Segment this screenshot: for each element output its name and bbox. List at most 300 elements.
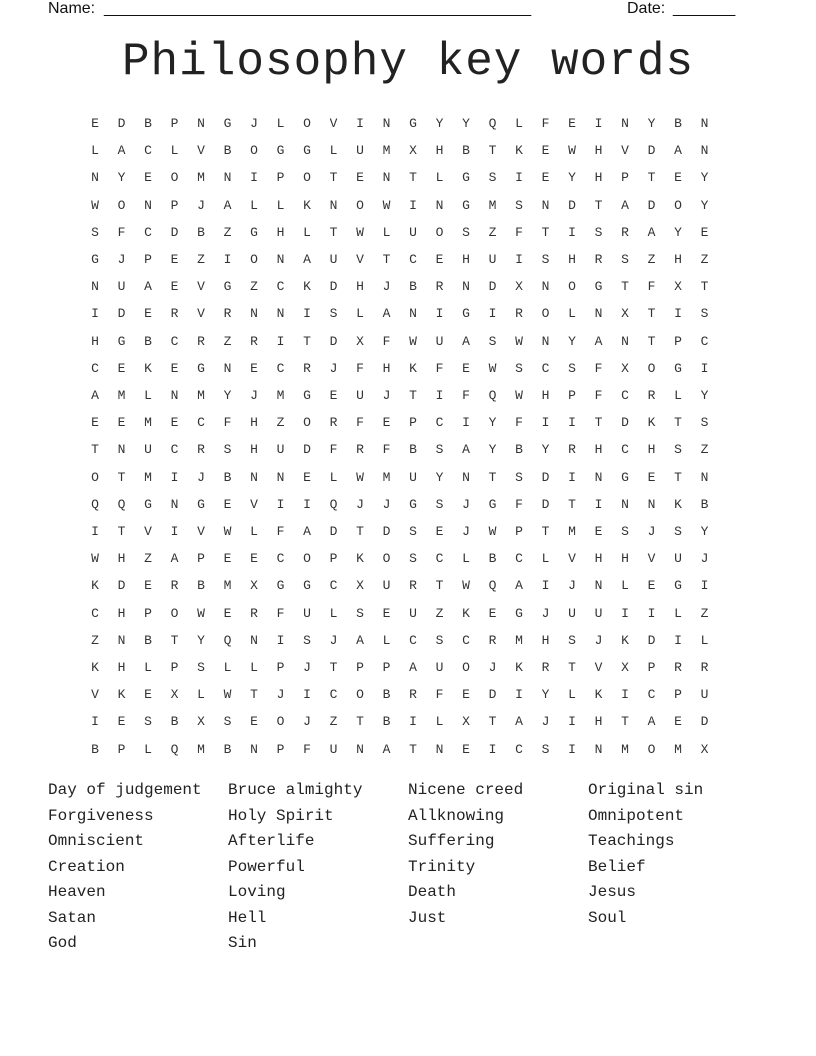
grid-letter[interactable]: N	[91, 170, 99, 186]
grid-letter[interactable]: L	[170, 143, 179, 159]
grid-letter[interactable]: A	[382, 306, 391, 322]
grid-letter[interactable]: U	[276, 442, 285, 458]
grid-letter[interactable]: D	[647, 197, 656, 213]
grid-letter[interactable]: J	[303, 714, 311, 730]
grid-letter[interactable]: N	[647, 496, 656, 512]
grid-letter[interactable]: W	[197, 605, 205, 621]
grid-letter[interactable]: Z	[223, 224, 232, 240]
grid-letter[interactable]: U	[700, 687, 709, 703]
grid-letter[interactable]: S	[303, 632, 311, 648]
grid-letter[interactable]: Y	[568, 170, 576, 186]
grid-letter[interactable]: I	[250, 170, 258, 186]
grid-letter[interactable]: J	[700, 551, 709, 567]
grid-letter[interactable]: M	[488, 197, 497, 213]
grid-letter[interactable]: D	[117, 306, 126, 322]
grid-letter[interactable]: L	[515, 116, 523, 131]
grid-letter[interactable]: C	[409, 632, 417, 648]
grid-letter[interactable]: U	[117, 279, 126, 295]
grid-letter[interactable]: J	[250, 116, 258, 131]
grid-letter[interactable]: D	[621, 415, 629, 431]
grid-letter[interactable]: H	[91, 333, 99, 349]
grid-letter[interactable]: E	[541, 170, 550, 186]
grid-letter[interactable]: O	[568, 279, 576, 295]
grid-letter[interactable]: S	[435, 496, 444, 512]
grid-letter[interactable]: P	[515, 524, 523, 539]
grid-letter[interactable]: A	[515, 578, 523, 594]
grid-letter[interactable]: G	[276, 143, 285, 159]
grid-letter[interactable]: H	[568, 252, 576, 267]
grid-letter[interactable]: N	[700, 469, 709, 485]
grid-letter[interactable]: N	[117, 632, 126, 648]
grid-letter[interactable]: I	[303, 496, 311, 512]
grid-letter[interactable]: T	[647, 306, 656, 322]
grid-letter[interactable]: F	[276, 605, 285, 621]
grid-letter[interactable]: E	[223, 605, 232, 621]
grid-letter[interactable]: P	[117, 741, 126, 757]
grid-letter[interactable]: F	[382, 333, 391, 349]
grid-letter[interactable]: T	[621, 714, 629, 730]
grid-letter[interactable]: X	[356, 333, 364, 349]
grid-letter[interactable]: V	[621, 143, 629, 159]
grid-letter[interactable]: E	[91, 415, 99, 431]
grid-letter[interactable]: W	[568, 143, 576, 159]
grid-letter[interactable]: L	[435, 714, 444, 730]
grid-letter[interactable]: C	[91, 360, 99, 376]
grid-letter[interactable]: T	[435, 578, 444, 594]
grid-letter[interactable]: F	[647, 279, 656, 295]
grid-letter[interactable]: B	[674, 116, 682, 131]
grid-letter[interactable]: K	[409, 360, 417, 376]
grid-letter[interactable]: E	[250, 360, 258, 376]
grid-letter[interactable]: O	[170, 605, 179, 621]
grid-letter[interactable]: S	[223, 442, 232, 458]
grid-letter[interactable]: G	[409, 496, 417, 512]
grid-letter[interactable]: T	[329, 660, 338, 675]
grid-letter[interactable]: J	[488, 660, 497, 675]
grid-letter[interactable]: Y	[700, 197, 709, 213]
grid-letter[interactable]: I	[674, 306, 682, 322]
grid-letter[interactable]: C	[621, 442, 629, 458]
grid-letter[interactable]: I	[568, 469, 576, 485]
grid-letter[interactable]: F	[594, 360, 603, 376]
grid-letter[interactable]: S	[515, 469, 523, 485]
grid-letter[interactable]: X	[674, 279, 682, 295]
grid-letter[interactable]: V	[329, 116, 338, 131]
grid-letter[interactable]: R	[594, 252, 603, 267]
grid-letter[interactable]: I	[594, 116, 603, 131]
grid-letter[interactable]: O	[647, 741, 656, 757]
grid-letter[interactable]: J	[356, 496, 364, 512]
grid-letter[interactable]: F	[356, 360, 364, 376]
grid-letter[interactable]: L	[276, 116, 285, 131]
grid-letter[interactable]: N	[250, 469, 258, 485]
grid-letter[interactable]: Y	[700, 524, 709, 539]
grid-letter[interactable]: N	[170, 496, 179, 512]
grid-letter[interactable]: I	[488, 306, 497, 322]
grid-letter[interactable]: N	[594, 306, 603, 322]
grid-letter[interactable]: L	[621, 578, 629, 594]
grid-letter[interactable]: D	[329, 333, 338, 349]
grid-letter[interactable]: E	[462, 687, 470, 703]
grid-letter[interactable]: A	[621, 197, 629, 213]
grid-letter[interactable]: Z	[276, 415, 285, 431]
grid-letter[interactable]: F	[223, 415, 232, 431]
grid-letter[interactable]: E	[674, 170, 682, 186]
grid-letter[interactable]: H	[594, 714, 603, 730]
grid-letter[interactable]: B	[144, 632, 152, 648]
grid-letter[interactable]: Z	[144, 551, 152, 567]
grid-letter[interactable]: N	[276, 306, 285, 322]
grid-letter[interactable]: B	[382, 687, 391, 703]
grid-letter[interactable]: G	[462, 170, 470, 186]
grid-letter[interactable]: N	[700, 116, 709, 131]
grid-letter[interactable]: E	[170, 279, 179, 295]
grid-letter[interactable]: P	[329, 551, 338, 567]
grid-letter[interactable]: O	[356, 197, 364, 213]
grid-letter[interactable]: E	[144, 578, 152, 594]
grid-letter[interactable]: O	[674, 197, 682, 213]
grid-letter[interactable]: D	[647, 143, 656, 159]
grid-letter[interactable]: D	[488, 687, 497, 703]
grid-letter[interactable]: M	[197, 741, 205, 757]
grid-letter[interactable]: V	[568, 551, 576, 567]
grid-letter[interactable]: R	[356, 442, 364, 458]
grid-letter[interactable]: T	[250, 687, 258, 703]
grid-letter[interactable]: P	[382, 660, 391, 675]
grid-letter[interactable]: G	[250, 224, 258, 240]
grid-letter[interactable]: C	[276, 279, 285, 295]
grid-letter[interactable]: M	[674, 741, 682, 757]
grid-letter[interactable]: S	[621, 524, 629, 539]
grid-letter[interactable]: F	[435, 360, 444, 376]
grid-letter[interactable]: M	[144, 415, 152, 431]
grid-letter[interactable]: K	[515, 660, 523, 675]
grid-letter[interactable]: K	[674, 496, 682, 512]
grid-letter[interactable]: T	[356, 714, 364, 730]
grid-letter[interactable]: I	[674, 632, 682, 648]
grid-letter[interactable]: I	[700, 578, 709, 594]
grid-letter[interactable]: R	[303, 360, 311, 376]
grid-letter[interactable]: F	[594, 388, 603, 403]
grid-letter[interactable]: I	[462, 415, 470, 431]
grid-letter[interactable]: K	[91, 660, 99, 675]
grid-letter[interactable]: F	[462, 388, 470, 403]
grid-letter[interactable]: E	[674, 714, 682, 730]
grid-letter[interactable]: J	[197, 197, 205, 213]
grid-letter[interactable]: L	[329, 469, 338, 485]
grid-letter[interactable]: N	[250, 632, 258, 648]
grid-letter[interactable]: D	[488, 279, 497, 295]
grid-letter[interactable]: V	[144, 524, 152, 539]
grid-letter[interactable]: Y	[700, 388, 709, 403]
grid-letter[interactable]: S	[488, 333, 497, 349]
grid-letter[interactable]: S	[409, 524, 417, 539]
grid-letter[interactable]: N	[594, 741, 603, 757]
grid-letter[interactable]: N	[117, 442, 126, 458]
grid-letter[interactable]: M	[515, 632, 523, 648]
grid-letter[interactable]: S	[594, 224, 603, 240]
grid-letter[interactable]: S	[674, 524, 682, 539]
grid-letter[interactable]: R	[250, 605, 258, 621]
grid-letter[interactable]: E	[250, 714, 258, 730]
grid-letter[interactable]: X	[170, 687, 179, 703]
grid-letter[interactable]: X	[250, 578, 258, 594]
grid-letter[interactable]: H	[435, 143, 444, 159]
grid-letter[interactable]: S	[541, 252, 550, 267]
grid-letter[interactable]: T	[674, 469, 682, 485]
grid-letter[interactable]: U	[409, 469, 417, 485]
grid-letter[interactable]: R	[250, 333, 258, 349]
grid-letter[interactable]: U	[356, 388, 364, 403]
grid-letter[interactable]: A	[144, 279, 152, 295]
grid-letter[interactable]: U	[329, 741, 338, 757]
grid-letter[interactable]: Y	[435, 116, 444, 131]
grid-letter[interactable]: I	[303, 306, 311, 322]
grid-letter[interactable]: E	[700, 224, 709, 240]
grid-letter[interactable]: R	[621, 224, 629, 240]
grid-letter[interactable]: I	[91, 714, 99, 730]
grid-letter[interactable]: N	[250, 741, 258, 757]
grid-letter[interactable]: O	[91, 469, 99, 485]
grid-letter[interactable]: F	[276, 524, 285, 539]
grid-letter[interactable]: V	[647, 551, 656, 567]
grid-letter[interactable]: J	[250, 388, 258, 403]
grid-letter[interactable]: E	[647, 469, 656, 485]
grid-letter[interactable]: R	[223, 306, 232, 322]
grid-letter[interactable]: M	[568, 524, 576, 539]
grid-letter[interactable]: J	[462, 496, 470, 512]
grid-letter[interactable]: T	[382, 252, 391, 267]
grid-letter[interactable]: S	[435, 632, 444, 648]
grid-letter[interactable]: K	[462, 605, 470, 621]
grid-letter[interactable]: I	[276, 632, 285, 648]
grid-letter[interactable]: N	[621, 116, 629, 131]
grid-letter[interactable]: H	[621, 551, 629, 567]
grid-letter[interactable]: W	[462, 578, 470, 594]
grid-letter[interactable]: A	[462, 442, 470, 458]
grid-letter[interactable]: T	[329, 170, 338, 186]
grid-letter[interactable]: E	[329, 388, 338, 403]
grid-letter[interactable]: U	[568, 605, 576, 621]
grid-letter[interactable]: T	[568, 496, 576, 512]
grid-letter[interactable]: H	[674, 252, 682, 267]
grid-letter[interactable]: G	[117, 333, 126, 349]
grid-letter[interactable]: N	[223, 360, 232, 376]
grid-letter[interactable]: I	[223, 252, 232, 267]
grid-letter[interactable]: B	[223, 741, 232, 757]
grid-letter[interactable]: P	[356, 660, 364, 675]
grid-letter[interactable]: F	[435, 687, 444, 703]
grid-letter[interactable]: N	[541, 279, 550, 295]
date-blank-line[interactable]: _______	[673, 0, 736, 17]
grid-letter[interactable]: V	[197, 143, 205, 159]
grid-letter[interactable]: T	[674, 415, 682, 431]
grid-letter[interactable]: D	[170, 224, 179, 240]
grid-letter[interactable]: D	[541, 469, 550, 485]
grid-letter[interactable]: J	[117, 252, 126, 267]
grid-letter[interactable]: E	[170, 252, 179, 267]
grid-letter[interactable]: I	[435, 306, 444, 322]
grid-letter[interactable]: H	[117, 660, 126, 675]
grid-letter[interactable]: N	[356, 741, 364, 757]
grid-letter[interactable]: S	[541, 741, 550, 757]
grid-letter[interactable]: N	[329, 197, 338, 213]
grid-letter[interactable]: O	[303, 116, 311, 131]
grid-letter[interactable]: C	[276, 551, 285, 567]
grid-letter[interactable]: U	[409, 224, 417, 240]
grid-letter[interactable]: L	[435, 170, 444, 186]
grid-letter[interactable]: N	[250, 306, 258, 322]
grid-letter[interactable]: I	[276, 496, 285, 512]
grid-letter[interactable]: W	[409, 333, 417, 349]
grid-letter[interactable]: R	[674, 660, 682, 675]
grid-letter[interactable]: D	[329, 524, 338, 539]
grid-letter[interactable]: W	[488, 360, 497, 376]
grid-letter[interactable]: S	[621, 252, 629, 267]
grid-letter[interactable]: I	[488, 741, 497, 757]
grid-letter[interactable]: T	[488, 469, 497, 485]
grid-letter[interactable]: K	[647, 415, 656, 431]
grid-letter[interactable]: G	[488, 496, 497, 512]
grid-letter[interactable]: T	[541, 524, 550, 539]
grid-letter[interactable]: Z	[197, 252, 205, 267]
grid-letter[interactable]: T	[647, 333, 656, 349]
grid-letter[interactable]: M	[276, 388, 285, 403]
grid-letter[interactable]: H	[462, 252, 470, 267]
grid-letter[interactable]: D	[647, 632, 656, 648]
grid-letter[interactable]: L	[144, 660, 152, 675]
grid-letter[interactable]: Y	[568, 333, 576, 349]
grid-letter[interactable]: P	[276, 170, 285, 186]
grid-letter[interactable]: I	[541, 415, 550, 431]
grid-letter[interactable]: S	[223, 714, 232, 730]
grid-letter[interactable]: H	[594, 143, 603, 159]
grid-letter[interactable]: D	[303, 442, 311, 458]
grid-letter[interactable]: A	[409, 660, 417, 675]
grid-letter[interactable]: K	[91, 578, 99, 594]
grid-letter[interactable]: D	[568, 197, 576, 213]
grid-letter[interactable]: H	[117, 551, 126, 567]
grid-letter[interactable]: T	[409, 741, 417, 757]
grid-letter[interactable]: A	[462, 333, 470, 349]
grid-letter[interactable]: T	[170, 632, 179, 648]
grid-letter[interactable]: C	[435, 415, 444, 431]
grid-letter[interactable]: G	[303, 578, 311, 594]
grid-letter[interactable]: N	[700, 143, 709, 159]
grid-letter[interactable]: I	[568, 224, 576, 240]
grid-letter[interactable]: N	[170, 388, 179, 403]
grid-letter[interactable]: L	[250, 197, 258, 213]
grid-letter[interactable]: R	[197, 442, 205, 458]
grid-letter[interactable]: R	[329, 415, 338, 431]
grid-letter[interactable]: A	[674, 143, 682, 159]
grid-letter[interactable]: K	[117, 687, 126, 703]
grid-letter[interactable]: G	[462, 306, 470, 322]
grid-letter[interactable]: I	[409, 714, 417, 730]
grid-letter[interactable]: E	[382, 605, 391, 621]
grid-letter[interactable]: F	[541, 116, 550, 131]
grid-letter[interactable]: N	[462, 469, 470, 485]
grid-letter[interactable]: V	[594, 660, 603, 675]
grid-letter[interactable]: T	[594, 415, 603, 431]
grid-letter[interactable]: G	[144, 496, 152, 512]
grid-letter[interactable]: P	[647, 660, 656, 675]
grid-letter[interactable]: B	[197, 578, 205, 594]
grid-letter[interactable]: C	[435, 551, 444, 567]
grid-letter[interactable]: L	[700, 632, 709, 648]
grid-letter[interactable]: T	[409, 388, 417, 403]
grid-letter[interactable]: P	[276, 741, 285, 757]
grid-letter[interactable]: K	[515, 143, 523, 159]
grid-letter[interactable]: Z	[250, 279, 258, 295]
grid-letter[interactable]: O	[303, 551, 311, 567]
grid-letter[interactable]: K	[356, 551, 364, 567]
grid-letter[interactable]: K	[303, 197, 311, 213]
grid-letter[interactable]: I	[568, 741, 576, 757]
grid-letter[interactable]: M	[382, 469, 391, 485]
grid-letter[interactable]: J	[276, 687, 285, 703]
grid-letter[interactable]: L	[197, 687, 205, 703]
grid-letter[interactable]: P	[276, 660, 285, 675]
grid-letter[interactable]: E	[594, 524, 603, 539]
grid-letter[interactable]: L	[250, 660, 258, 675]
grid-letter[interactable]: F	[303, 741, 311, 757]
grid-letter[interactable]: E	[144, 306, 152, 322]
grid-letter[interactable]: O	[276, 714, 285, 730]
grid-letter[interactable]: M	[117, 388, 126, 403]
grid-letter[interactable]: T	[488, 714, 497, 730]
grid-letter[interactable]: U	[409, 605, 417, 621]
grid-letter[interactable]: C	[197, 415, 205, 431]
grid-letter[interactable]: E	[170, 415, 179, 431]
grid-letter[interactable]: B	[223, 469, 232, 485]
grid-letter[interactable]: E	[117, 415, 126, 431]
grid-letter[interactable]: L	[674, 388, 682, 403]
grid-letter[interactable]: C	[515, 741, 523, 757]
grid-letter[interactable]: T	[303, 333, 311, 349]
grid-letter[interactable]: S	[568, 360, 576, 376]
grid-letter[interactable]: P	[621, 170, 629, 186]
grid-letter[interactable]: S	[144, 714, 152, 730]
grid-letter[interactable]: M	[382, 143, 391, 159]
grid-letter[interactable]: K	[303, 279, 311, 295]
grid-letter[interactable]: B	[409, 279, 417, 295]
grid-letter[interactable]: I	[515, 170, 523, 186]
grid-letter[interactable]: F	[117, 224, 126, 240]
grid-letter[interactable]: X	[515, 279, 523, 295]
grid-letter[interactable]: J	[382, 388, 391, 403]
grid-letter[interactable]: E	[462, 741, 470, 757]
grid-letter[interactable]: C	[462, 632, 470, 648]
grid-letter[interactable]: Y	[488, 442, 497, 458]
grid-letter[interactable]: G	[91, 252, 99, 267]
grid-letter[interactable]: R	[409, 578, 417, 594]
grid-letter[interactable]: H	[647, 442, 656, 458]
grid-letter[interactable]: D	[541, 496, 550, 512]
grid-letter[interactable]: W	[223, 524, 232, 539]
grid-letter[interactable]: K	[621, 632, 629, 648]
grid-letter[interactable]: N	[409, 306, 417, 322]
grid-letter[interactable]: L	[329, 605, 338, 621]
grid-letter[interactable]: M	[144, 469, 152, 485]
grid-letter[interactable]: H	[276, 224, 285, 240]
grid-letter[interactable]: C	[700, 333, 709, 349]
grid-letter[interactable]: L	[223, 660, 232, 675]
grid-letter[interactable]: L	[144, 741, 152, 757]
grid-letter[interactable]: Z	[223, 333, 232, 349]
grid-letter[interactable]: L	[541, 551, 550, 567]
grid-letter[interactable]: N	[435, 741, 444, 757]
